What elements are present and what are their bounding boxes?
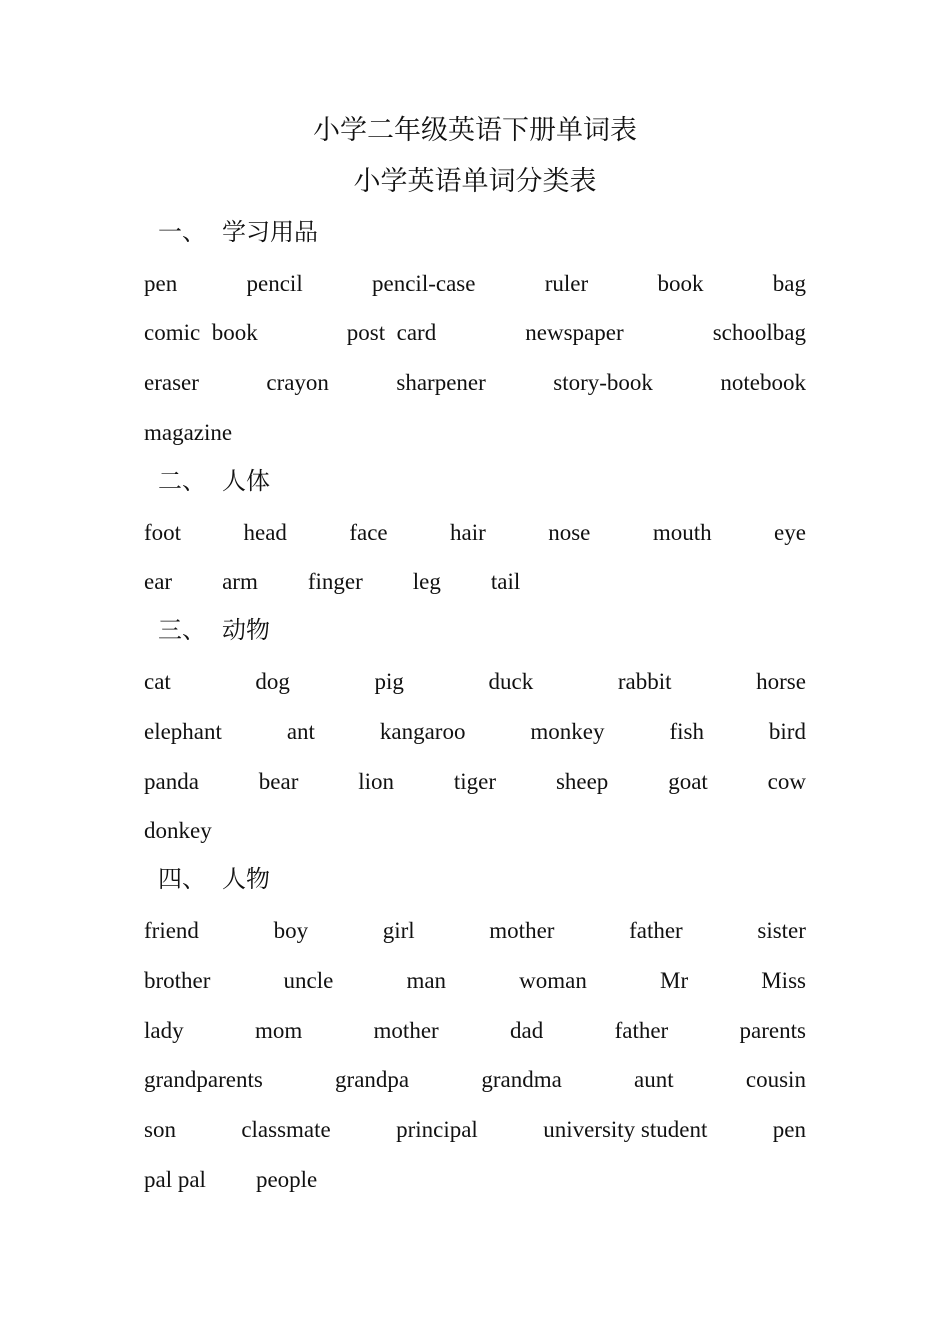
- word: eye: [774, 520, 806, 545]
- word: finger: [307, 569, 363, 594]
- word-row: [144, 816, 806, 846]
- word: father: [614, 1018, 669, 1043]
- word: dad: [510, 1018, 544, 1043]
- word-row: [144, 1115, 806, 1145]
- word: bird: [768, 719, 806, 744]
- word: mom: [254, 1018, 303, 1043]
- word: schoolbag: [712, 320, 806, 345]
- word: tail: [490, 569, 521, 594]
- section-number: 四、: [158, 867, 206, 893]
- word: ant: [286, 719, 315, 744]
- word: university student: [543, 1117, 708, 1142]
- word-row: [144, 418, 806, 448]
- word: aunt: [634, 1067, 674, 1092]
- word: sharpener: [396, 370, 486, 395]
- word: mother: [489, 918, 555, 943]
- document-title: 小学二年级英语下册单词表: [313, 115, 637, 145]
- word: comic book: [144, 320, 258, 345]
- word: cat: [144, 669, 171, 694]
- word: duck: [488, 669, 534, 694]
- word: pig: [374, 669, 404, 694]
- word: principal: [396, 1117, 478, 1142]
- word: grandpa: [335, 1067, 410, 1092]
- section-name: 人体: [222, 469, 270, 495]
- word: lion: [358, 769, 395, 794]
- section-number: 一、: [158, 220, 206, 246]
- word: newspaper: [525, 320, 624, 345]
- word: bear: [258, 769, 299, 794]
- word-row: [144, 1165, 806, 1195]
- word: tiger: [453, 769, 497, 794]
- word-row: [144, 368, 806, 398]
- word: book: [657, 271, 704, 296]
- word: Miss: [761, 968, 806, 993]
- word: horse: [756, 669, 806, 694]
- section-heading-body: [158, 468, 270, 496]
- word: cousin: [745, 1067, 806, 1092]
- word: face: [349, 520, 388, 545]
- word: story-book: [553, 370, 653, 395]
- word: post card: [346, 320, 437, 345]
- word: ruler: [544, 271, 589, 296]
- word: notebook: [720, 370, 806, 395]
- section-number: 二、: [158, 469, 206, 495]
- word: kangaroo: [379, 719, 466, 744]
- word: classmate: [241, 1117, 331, 1142]
- word: father: [629, 918, 683, 943]
- word: bag: [772, 271, 806, 296]
- word: crayon: [266, 370, 329, 395]
- word-row: [144, 269, 806, 299]
- word: foot: [144, 520, 182, 545]
- word: hair: [450, 520, 486, 545]
- section-name: 人物: [222, 867, 270, 893]
- word: grandma: [481, 1067, 562, 1092]
- word: grandparents: [144, 1067, 263, 1092]
- word: dog: [255, 669, 290, 694]
- word: nose: [548, 520, 591, 545]
- word-row: [144, 518, 806, 548]
- word: pencil-case: [372, 271, 476, 296]
- word: pencil: [246, 271, 303, 296]
- section-number: 三、: [158, 618, 206, 644]
- word: donkey: [144, 818, 212, 843]
- word-row: [144, 717, 806, 747]
- word: cow: [767, 769, 806, 794]
- word: rabbit: [617, 669, 672, 694]
- word: elephant: [144, 719, 222, 744]
- word: mouth: [652, 520, 712, 545]
- section-name: 学习用品: [222, 220, 318, 246]
- word-row: [144, 767, 806, 797]
- word: pal pal: [144, 1167, 206, 1192]
- word: eraser: [144, 370, 199, 395]
- section-name: 动物: [222, 618, 270, 644]
- word: boy: [273, 918, 309, 943]
- word-row: [144, 318, 806, 348]
- word: ear: [144, 569, 173, 594]
- word-row: [144, 667, 806, 697]
- word: magazine: [144, 420, 233, 445]
- word: friend: [144, 918, 199, 943]
- word-row: [144, 916, 806, 946]
- word: Mr: [660, 968, 689, 993]
- word-row: [144, 1065, 806, 1095]
- word: uncle: [283, 968, 334, 993]
- document-subtitle: 小学英语单词分类表: [353, 166, 597, 196]
- word: man: [406, 968, 447, 993]
- word: sister: [757, 918, 806, 943]
- word-row: [144, 1016, 806, 1046]
- word: head: [243, 520, 287, 545]
- word: mother: [373, 1018, 439, 1043]
- section-heading-school-supplies: [158, 219, 318, 247]
- word: parents: [739, 1018, 806, 1043]
- word: people: [255, 1167, 318, 1192]
- word-row: [144, 567, 806, 597]
- word: pen: [144, 271, 178, 296]
- word: leg: [412, 569, 441, 594]
- word: goat: [668, 769, 708, 794]
- word: sheep: [555, 769, 609, 794]
- section-heading-people: [158, 866, 270, 894]
- section-heading-animals: [158, 617, 270, 645]
- word: arm: [222, 569, 258, 594]
- word: fish: [669, 719, 704, 744]
- word: monkey: [530, 719, 605, 744]
- word: pen: [772, 1117, 806, 1142]
- word: son: [144, 1117, 176, 1142]
- word: brother: [144, 968, 211, 993]
- word: girl: [382, 918, 415, 943]
- word: woman: [519, 968, 587, 993]
- word-row: [144, 966, 806, 996]
- word: panda: [144, 769, 199, 794]
- word: lady: [144, 1018, 184, 1043]
